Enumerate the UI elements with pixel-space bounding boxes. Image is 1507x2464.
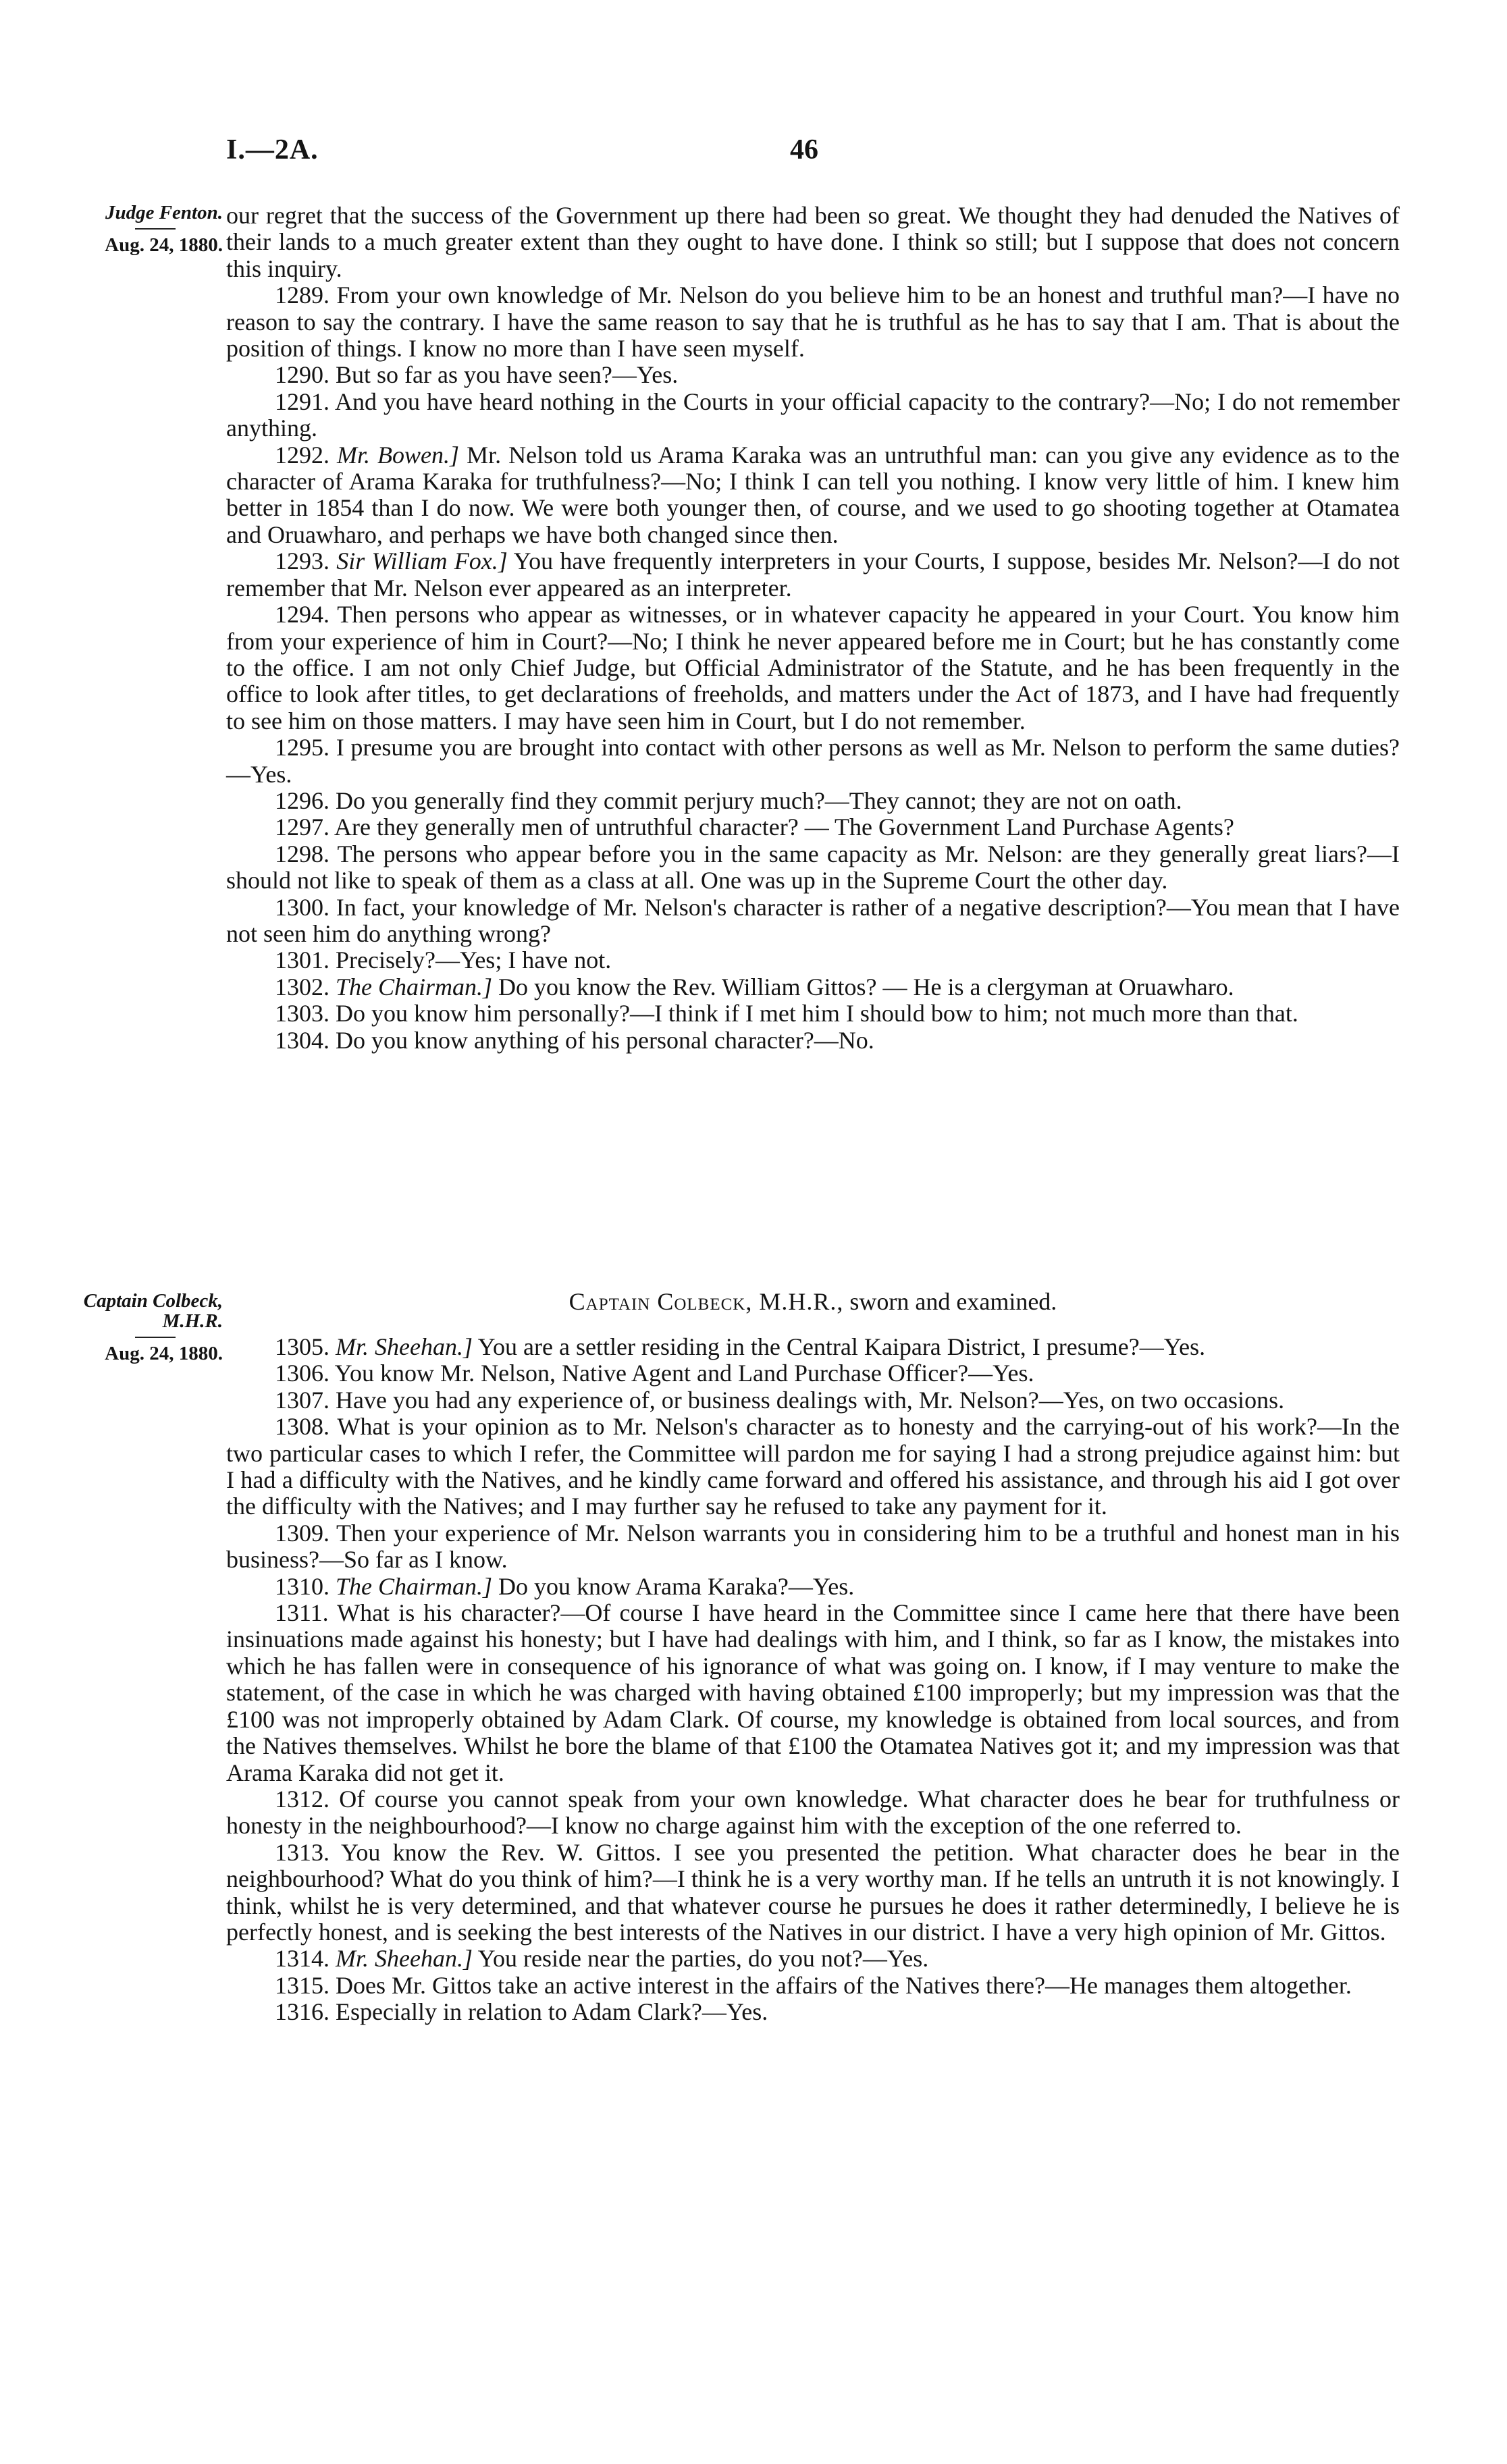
- speaker: Mr. Sheehan.]: [336, 1945, 473, 1973]
- paragraph-1306: 1306. You know Mr. Nelson, Native Agent and Land Purchase Officer?—Yes.: [275, 1360, 1034, 1387]
- question-text: Do you know Arama Karaka?—Yes.: [498, 1572, 855, 1600]
- question-text: You have frequently interpreters in your Courts, I suppose, besides Mr. Nelson?—I do not remember that Mr. Nelson ever appeared as an interpreter.: [226, 547, 1400, 601]
- question-text: Mr. Nelson told us Arama Karaka was an untruthful man: can you give any evidence as to the character of Arama Karaka for truthfulness?—No; I think I can tell you nothing. I know very little of him. I knew him better in 1854 than I do now. We were both younger then, of course, and we used to go shooting together at Otamatea and Oruawharo, and perhaps we have both changed since then.: [226, 441, 1400, 548]
- speaker: Mr. Bowen.]: [337, 441, 460, 468]
- paragraph-1313: 1313. You know the Rev. W. Gittos. I see you presented the petition. What character does he bear in the neighbourhood? What do you think of him?—I think he is a very worthy man. If he tells an untruth it is not knowingly. I think, whilst he is very determined, and that whatever course he pursues he does it rather determinedly, I believe he is perfectly honest, and is seeking the best interests of the Natives in our district. I have a very high opinion of Mr. Gittos.: [226, 1838, 1400, 1946]
- paragraph-1289: 1289. From your own knowledge of Mr. Nelson do you believe him to be an honest and truthful man?—I have no reason to say the contrary. I have the same reason to say that he is truthful as he has to say that I am. That is about the position of things. I know no more than I have seen myself.: [226, 282, 1400, 363]
- paragraph-1305: [226, 1334, 1400, 1360]
- margin-date: Aug. 24, 1880.: [105, 1343, 223, 1364]
- paragraph-1292: [226, 442, 1400, 549]
- paragraph-1295: 1295. I presume you are brought into contact with other persons as well as Mr. Nelson to perform the same duties?—Yes.: [226, 734, 1400, 788]
- question-number: 1310.: [275, 1572, 329, 1600]
- margin-witness-name: Captain Colbeck, M.H.R.: [83, 1290, 223, 1332]
- paragraph-1302: [226, 974, 1400, 1000]
- question-text: You reside near the parties, do you not?—Yes.: [477, 1945, 929, 1973]
- witness-heading-rest: sworn and examined.: [849, 1288, 1057, 1315]
- paragraph-1307: 1307. Have you had any experience of, or business dealings with, Mr. Nelson?—Yes, on two occasions.: [275, 1386, 1285, 1414]
- margin-note-witness-2: [41, 1291, 223, 1364]
- question-text: You are a settler residing in the Central Kaipara District, I presume?—Yes.: [477, 1333, 1206, 1360]
- witness-heading-name: Captain Colbeck, M.H.R.,: [569, 1288, 844, 1315]
- paragraph-1300: 1300. In fact, your knowledge of Mr. Nelson's character is rather of a negative description?—You mean that I have not seen him do anything wrong?: [226, 893, 1400, 947]
- paragraph-1297: 1297. Are they generally men of untruthful character? — The Government Land Purchase Agents?: [275, 813, 1234, 841]
- paragraph-1303: 1303. Do you know him personally?—I think if I met him I should bow to him; not much more than that.: [275, 1000, 1298, 1027]
- paragraph-1314: [226, 1946, 1400, 1972]
- paragraph-1312: 1312. Of course you cannot speak from your own knowledge. What character does he bear for truthfulness or honesty in the neighbourhood?—I know no charge against him with the exception of the one referred to.: [226, 1785, 1400, 1840]
- speaker: The Chairman.]: [336, 973, 493, 1000]
- speaker: Mr. Sheehan.]: [336, 1333, 473, 1360]
- speaker: Sir William Fox.]: [336, 547, 508, 575]
- page-number: 46: [790, 134, 818, 165]
- margin-note-witness-1: [41, 203, 223, 255]
- paragraph-1293: [226, 548, 1400, 601]
- margin-date: Aug. 24, 1880.: [105, 234, 223, 256]
- paragraph-1311: 1311. What is his character?—Of course I have heard in the Committee since I came here that there have been insinuations made against his honesty; but I have had dealings with him, and I think, so far as I know, the mistakes into which he has fallen were in consequence of his ignorance of what was going on. I know, if I may venture to make the statement, of the case in which he was charged with having obtained £100 improperly; but my impression was that the £100 was not improperly obtained by Adam Clark. Of course, my knowledge is obtained from local sources, and from the Natives themselves. Whilst he bore the blame of that £100 the Otamatea Natives got it; and my impression was that Arama Karaka did not get it.: [226, 1599, 1400, 1786]
- paragraph-1309: 1309. Then your experience of Mr. Nelson warrants you in considering him to be a truthful and honest man in his business?—So far as I know.: [226, 1519, 1400, 1574]
- testimony-section-1: [226, 203, 1400, 1054]
- witness-heading: [226, 1288, 1400, 1315]
- paragraph-1310: [226, 1574, 1400, 1600]
- paragraph-1301: 1301. Precisely?—Yes; I have not.: [275, 946, 612, 974]
- margin-witness-name: Judge Fenton.: [105, 202, 223, 223]
- question-number: 1302.: [275, 973, 329, 1000]
- margin-rule: [135, 228, 176, 230]
- question-number: 1292.: [275, 441, 329, 468]
- question-text: Do you know the Rev. William Gittos? — He is a clergyman at Oruawharo.: [498, 973, 1234, 1000]
- paragraph-1290: 1290. But so far as you have seen?—Yes.: [275, 361, 679, 389]
- report-reference: I.—2A.: [226, 134, 319, 165]
- paragraph-1298: 1298. The persons who appear before you in the same capacity as Mr. Nelson: are they generally great liars?—I should not like to speak of them as a class at all. One was up in the Supreme Court the other day.: [226, 840, 1400, 894]
- paragraph-1291: 1291. And you have heard nothing in the Courts in your official capacity to the contrary?—No; I do not remember anything.: [226, 387, 1400, 442]
- paragraph-continuation: our regret that the success of the Government up there had been so great. We thought they had denuded the Natives of their lands to a much greater extent than they ought to have done. I think so still; but I suppose that does not concern this inquiry.: [226, 202, 1400, 282]
- speaker: The Chairman.]: [336, 1572, 493, 1600]
- testimony-section-2: [226, 1334, 1400, 2026]
- paragraph-1315: 1315. Does Mr. Gittos take an active interest in the affairs of the Natives there?—He manages them altogether.: [275, 1971, 1352, 1999]
- question-number: 1305.: [275, 1333, 329, 1360]
- question-number: 1293.: [275, 547, 329, 575]
- paragraph-1294: 1294. Then persons who appear as witnesses, or in whatever capacity he appeared in your Court. You know him from your experience of him in Court?—No; I think he never appeared before me in Court; but he has constantly come to the office. I am not only Chief Judge, but Official Administrator of the Statute, and he has been frequently in the office to look after titles, to get declarations of freeholds, and matters under the Act of 1873, and I have had frequently to see him on those matters. I may have seen him in Court, but I do not remember.: [226, 601, 1400, 734]
- paragraph-1308: 1308. What is your opinion as to Mr. Nelson's character as to honesty and the carrying-out of his work?—In the two particular cases to which I refer, the Committee will pardon me for saying I had a strong prejudice against him: but I had a difficulty with the Natives, and he kindly came forward and offered his assistance, and through his aid I got over the difficulty with the Natives; and I may further say he refused to take any payment for it.: [226, 1413, 1400, 1520]
- question-number: 1314.: [275, 1945, 329, 1973]
- paragraph-1296: 1296. Do you generally find they commit perjury much?—They cannot; they are not on oath.: [275, 786, 1182, 814]
- paragraph-1304: 1304. Do you know anything of his personal character?—No.: [275, 1026, 874, 1054]
- margin-rule: [135, 1337, 176, 1338]
- paragraph-1316: 1316. Especially in relation to Adam Clark?—Yes.: [275, 1998, 768, 2026]
